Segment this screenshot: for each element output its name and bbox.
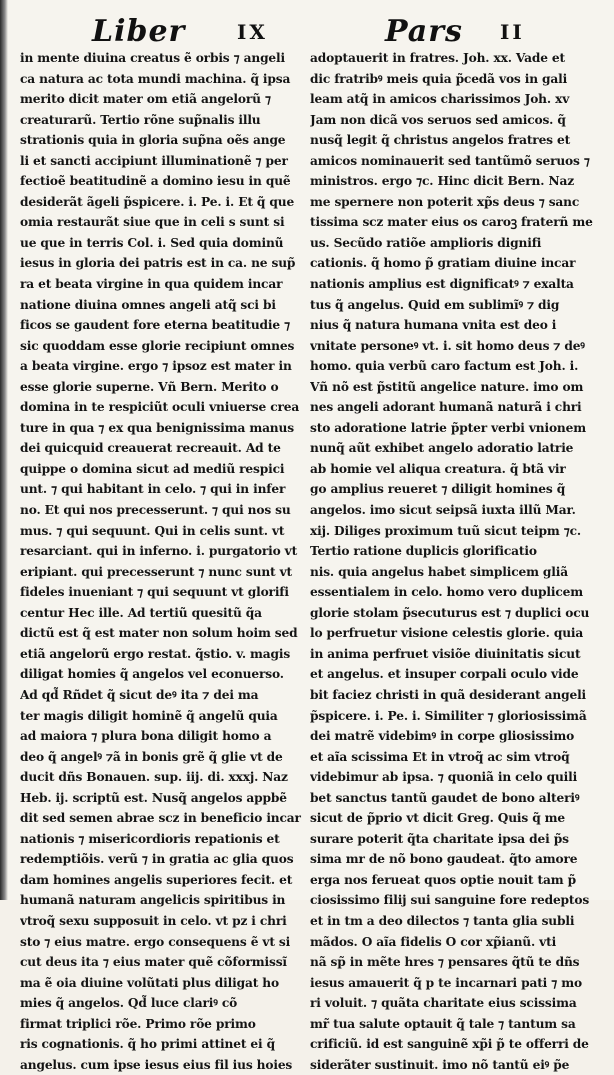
text-line: strationis quia in gloria sup̃na oẽs ange	[20, 133, 286, 148]
text-line: vtroq̃ sexu supposuit in celo. vt pz i chri	[20, 913, 287, 928]
text-line: ter magis diligit hominẽ q̃ angelũ quia	[20, 708, 278, 723]
text-line: go amplius reueret ⁊ diligit homines q̃	[310, 482, 566, 497]
text-line: ma ẽ oia diuine volũtati plus diligat ho	[20, 975, 279, 990]
text-line: sima mr de nõ bono gaudeat. q̃to amore	[310, 852, 578, 867]
text-line: nis. quia angelus habet simplicem gliã	[310, 564, 568, 579]
text-line: dei quicquid creauerat recreauit. Ad te	[20, 441, 281, 456]
text-line: esse glorie superne. Vñ Bern. Merito o	[20, 379, 279, 394]
text-line: fectioẽ beatitudinẽ a domino iesu in quẽ	[20, 174, 291, 189]
text-line: ministros. ergo ⁊c. Hinc dicit Bern. Naz	[310, 174, 574, 189]
text-line: ab homie vel aliqua creatura. q̃ btã vir	[310, 461, 566, 476]
page-shadow-edge	[0, 0, 8, 900]
text-line: li et sancti accipiunt illuminationẽ ⁊ per	[20, 153, 288, 168]
text-line: bet sanctus tantũ gaudet de bono alteriꝰ	[310, 790, 580, 805]
text-line: et aĩa scissima Et in vtroq̃ ac sim vtroq̃	[310, 749, 570, 764]
text-line: mr̃ tua salute optauit q̃ tale ⁊ tantum sa	[310, 1016, 576, 1031]
text-line: vnitate personeꝰ vt. i. sit homo deus ⁊ deꝰ	[310, 338, 585, 353]
text-line: mies q̃ angelos. Qd̃ luce clariꝰ cõ	[20, 996, 238, 1011]
text-line: dictũ est q̃ est mater non solum hoim sed	[20, 626, 298, 641]
text-line: angelus. cum ipse iesus eius fil ius hoies	[20, 1057, 293, 1072]
text-line: me spernere non poterit xp̃s deus ⁊ sanc	[310, 194, 580, 209]
text-line: cut deus ita ⁊ eius mater quẽ cõformissĩ	[20, 955, 287, 970]
text-line: centur Hec ille. Ad tertiũ quesitũ q̃a	[20, 605, 262, 620]
text-line: erga nos ferueat quos optie nouit tam p̃	[310, 872, 576, 887]
text-line: domina in te respiciũt oculi vniuerse crea	[20, 400, 300, 415]
text-line: amicos nominauerit sed tantũmõ seruos ⁊	[310, 153, 590, 168]
text-line: ri voluit. ⁊ quãta charitate eius scissima	[310, 996, 577, 1011]
text-line: in mente diuina creatus ẽ orbis ⁊ angeli	[20, 51, 285, 65]
text-line: glorie stolam p̃secuturus est ⁊ duplici ocu	[310, 605, 590, 620]
text-line: dit sed semen abrae scz in beneficio incar	[20, 811, 301, 826]
text-line: mãdos. O aĩa fidelis O cor xp̃ianũ. vti	[310, 934, 557, 949]
text-line: tissima scz mater eius os caroꝫ fraterñ me	[310, 215, 593, 230]
text-line: surare poterit q̃ta charitate ipsa dei p̃s	[310, 831, 569, 846]
text-line: p̃spicere. i. Pe. i. Similiter ⁊ gloriosissimã	[310, 708, 587, 723]
text-line: tus q̃ angelus. Quid em sublimĩꝰ ⁊ dig	[310, 297, 560, 312]
text-line: resarciant. qui in inferno. i. purgatorio vt	[20, 544, 298, 559]
text-line: nationis ⁊ misericordioris repationis et	[20, 831, 280, 846]
text-line: cationis. q̃ homo p̃ gratiam diuine incar	[310, 256, 576, 271]
text-line: dei matrẽ videbimꝰ in corpe gliosissimo	[310, 729, 575, 744]
left-text-column	[20, 48, 302, 1075]
text-line: sto ⁊ eius matre. ergo consequens ẽ vt si	[20, 934, 291, 949]
text-line: xij. Diliges proximum tuũ sicut teipm ⁊c.	[310, 523, 581, 538]
text-line: ris cognationis. q̃ ho primi attinet ei q̃	[20, 1037, 275, 1052]
running-head-pars: Pars	[385, 14, 463, 49]
text-line: firmat triplici rõe. Primo rõe primo	[20, 1016, 256, 1031]
text-line: homo. quia verbũ caro factum est Joh. i.	[310, 359, 579, 374]
text-line: lo perfruetur visione celestis glorie. quia	[310, 626, 584, 641]
running-head-part-number: II	[500, 20, 525, 44]
text-line: in anima perfruet visiõe diuinitatis sicut	[310, 646, 581, 661]
text-line: ficos se gaudent fore eterna beatitudie ⁊	[20, 318, 291, 333]
text-line: et angelus. et insuper corpali oculo vide	[310, 667, 579, 682]
text-line: videbimur ab ipsa. ⁊ quoniã in celo quili	[310, 770, 578, 785]
text-line: dam homines angelis superiores fecit. et	[20, 872, 293, 887]
text-line: sic quoddam esse glorie recipiunt omnes	[20, 338, 295, 353]
text-line: quippe o domina sicut ad mediũ respici	[20, 461, 285, 476]
text-line: Heb. ij. scriptũ est. Nusq̃ angelos appbẽ	[20, 790, 287, 805]
text-line: natione diuina omnes angeli atq̃ sci bi	[20, 297, 276, 312]
text-line: ture in qua ⁊ ex qua benignissima manus	[20, 420, 294, 435]
text-line: nusq̃ legit q̃ christus angelos fratres et	[310, 133, 571, 148]
text-line: nius q̃ natura humana vnita est deo i	[310, 318, 557, 333]
text-line: crificiũ. id est sanguinẽ xp̃i p̃ te offerri de	[310, 1037, 589, 1052]
text-line: nes angeli adorant humanã naturã i chri	[310, 400, 582, 415]
running-head-book-number: IX	[237, 20, 268, 44]
text-line: etiã angelorũ ergo restat. q̃stio. v. magis	[20, 646, 291, 661]
text-line: ue que in terris Col. i. Sed quia dominũ	[20, 235, 284, 250]
text-line: diligat homies q̃ angelos vel econuerso.	[20, 667, 284, 682]
text-line: fideles inueniant ⁊ qui sequunt vt glorifi	[20, 585, 289, 600]
text-line: a beata virgine. ergo ⁊ ipsoz est mater in	[20, 359, 292, 374]
text-line: ca natura ac tota mundi machina. q̃ ipsa	[20, 71, 291, 86]
right-text-column	[310, 48, 600, 1075]
text-line: siderãter sustinuit. imo nõ tantũ eiꝰ p̃e	[310, 1057, 570, 1072]
text-line: iesus amauerit q̃ p te incarnari pati ⁊ mo	[310, 975, 582, 990]
text-line: ducit dñs Bonauen. sup. iij. di. xxxj. Naz	[20, 770, 288, 785]
text-line: Tertio ratione duplicis glorificatio	[310, 544, 537, 559]
text-line: merito dicit mater om etiã angelorũ ⁊	[20, 92, 271, 107]
text-line: Jam non dicã vos seruos sed amicos. q̃	[310, 112, 566, 127]
text-line: dic fratribꝰ meis quia p̃cedã vos in gali	[310, 71, 568, 86]
text-line: mus. ⁊ qui sequunt. Qui in celis sunt. vt	[20, 523, 285, 538]
text-line: ad maiora ⁊ plura bona diligit homo a	[20, 729, 272, 744]
text-line: humanã naturam angelicis spiritibus in	[20, 893, 286, 908]
text-line: sicut de p̃prio vt dicit Greg. Quis q̃ me	[310, 811, 566, 826]
text-line: omia restaurãt siue que in celi s sunt si	[20, 215, 285, 230]
text-line: Ad qd̃ Rñdet q̃ sicut deꝰ ita ⁊ dei ma	[20, 687, 259, 702]
text-line: eripiant. qui precesserunt ⁊ nunc sunt vt	[20, 564, 293, 579]
text-line: bit faciez christi in quã desiderant angeli	[310, 687, 587, 702]
text-line: nationis amplius est dignificatꝰ ⁊ exalta	[310, 277, 574, 292]
text-line: creaturarũ. Tertio rõne sup̃nalis illu	[20, 112, 261, 127]
text-line: ciosissimo filij sui sanguine fore redeptos	[310, 893, 590, 908]
text-line: desiderãt ãgeli p̃spicere. i. Pe. i. Et q̃ que	[20, 194, 295, 209]
text-line: leam atq̃ in amicos charissimos Joh. xv	[310, 92, 570, 107]
text-line: ra et beata virgine in qua quidem incar	[20, 277, 283, 292]
text-line: unt. ⁊ qui habitant in celo. ⁊ qui in infer	[20, 482, 286, 497]
text-line: us. Secũdo ratiõe amplioris dignifi	[310, 235, 542, 250]
running-head	[0, 14, 614, 52]
text-line: iesus in gloria dei patris est in ca. ne sup̃	[20, 256, 296, 271]
text-line: redemptiõis. verũ ⁊ in gratia ac glia quos	[20, 852, 294, 867]
text-line: essentialem in celo. homo vero duplicem	[310, 585, 583, 600]
text-line: Vñ nõ est p̃stitũ angelice nature. imo om	[310, 379, 584, 394]
text-line: nunq̃ aũt exhibet angelo adoratio latrie	[310, 441, 574, 456]
text-line: angelos. imo sicut seipsã iuxta illũ Mar.	[310, 503, 576, 518]
text-line: sto adoratione latrie p̃pter verbi vnionem	[310, 420, 586, 435]
text-line: no. Et qui nos precesserunt. ⁊ qui nos su	[20, 503, 291, 518]
text-line: adoptauerit in fratres. Joh. xx. Vade et	[310, 51, 565, 65]
running-head-liber: Liber	[92, 14, 186, 49]
text-line: nã sp̃ in mẽte hres ⁊ pensares q̃tũ te dñs	[310, 955, 580, 970]
text-line: deo q̃ angelꝰ ⁊ã in bonis grẽ q̃ glie vt de	[20, 749, 283, 764]
text-line: et in tm a deo dilectos ⁊ tanta glia subli	[310, 913, 575, 928]
